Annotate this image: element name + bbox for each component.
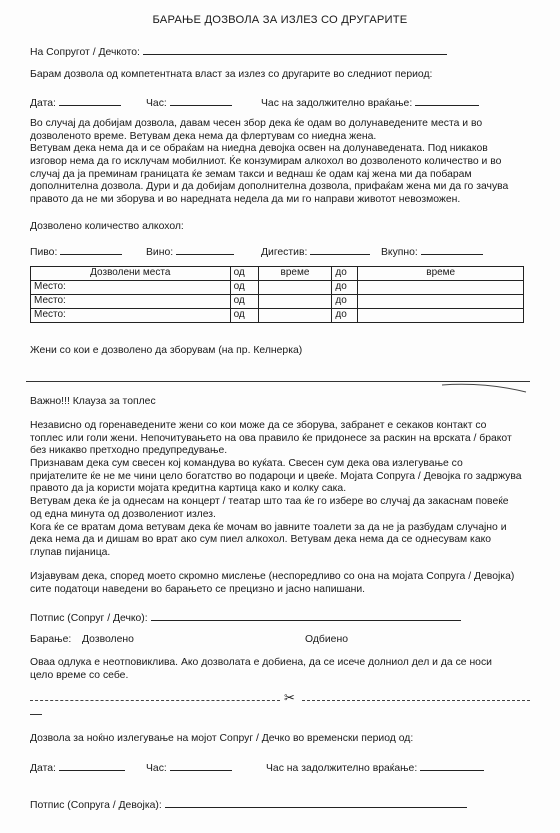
request-label: Барање: [30,634,72,645]
date-label: Дата: [30,98,56,109]
women-label: Жени со кои е дозволено да зборувам (на пр. Келнерка) [30,345,303,356]
time-from-cell[interactable] [258,295,332,309]
time-from-cell[interactable] [258,309,332,323]
declaration-paragraph [30,571,530,596]
clause-line: топлес или голи жени. Непочитувањето на ова правило ќе придонесе за раскин на врската / бракот [30,432,512,444]
total-label: Вкупно: [381,247,418,258]
clause-line: од една минута од дозволениот излез. [30,508,216,520]
conditions-line: дополнителна дозвола. Дури и да добијам дополнителна дозвола, прифаќам жена ми да го зачува [30,181,509,193]
places-table [30,266,524,323]
date2-input-line[interactable] [59,760,125,771]
signature2-label: Потпис (Сопруга / Девојка): [30,800,162,811]
irrevocable-line: Оваа одлука е неотповиклива. Ако дозволата е добиена, да се исече долниол дел и да се носи [30,657,492,668]
clause-line: Независно од горенаведените жени со кои може да се зборува, забранет е секаков контакт со [30,420,487,431]
header-time-from: време [258,267,332,281]
conditions-line: изговор нема да го исклучам мобилниот. Ќе конзумирам алкохол во дозволеното количество и во [30,156,502,168]
signature2-field [30,797,467,813]
conditions-line: дозволеното време. Ветувам дека нема да флертувам со ниедна жена. [30,130,377,142]
wine-field [146,244,234,260]
total-field [381,244,483,260]
table-header-row [31,267,524,281]
pen-stroke-mark [440,382,530,394]
date-field [30,95,121,111]
permit-heading: Дозвола за ноќно излегување на мојот Сопруг / Дечко во временски период од: [30,733,414,744]
cut-line-tail [30,714,42,715]
digestif-label: Дигестив: [261,247,308,258]
clause-paragraph [30,420,530,560]
irrevocable-line: цело време со себе. [30,669,129,681]
return2-label: Час на задолжително враќање: [266,763,418,774]
clause-line: глупав пијаница. [30,546,111,558]
hour2-label: Час: [146,763,167,774]
scissors-icon: ✂ [284,690,295,705]
clause-line: без никакво претходно предупредување. [30,445,228,457]
table-row [31,309,524,323]
place-cell[interactable]: Место: [31,309,231,323]
place-cell[interactable]: Место: [31,281,231,295]
time-from-cell[interactable] [258,281,332,295]
return-label: Час на задолжително враќање: [261,98,413,109]
spouse-label: На Сопругот / Дечкото: [30,47,140,58]
declaration-line: Изјавувам дека, според моето скромно мислење (неспоредливо со она на мојата Сопруга / Девојка) [30,571,515,582]
alcohol-heading: Дозволено количество алкохол: [30,221,184,232]
declaration-line: сите податоци наведени во барањето се прецизно и јасно напишани. [30,583,366,595]
from-cell: од [230,309,258,323]
form-title: БАРАЊЕ ДОЗВОЛА ЗА ИЗЛЕЗ СО ДРУГАРИТЕ [152,14,408,26]
digestif-field [261,244,370,260]
table-row [31,281,524,295]
conditions-paragraph [30,118,530,207]
return-field [261,95,479,111]
signature1-input-line[interactable] [151,610,461,621]
spouse-field [30,44,447,60]
clause-line: Признавам дека сум свесен кој командува во куќата. Свесен сум дека ова излегување со [30,458,463,470]
hour-input-line[interactable] [170,95,232,106]
approved-option[interactable]: Дозволено [82,634,134,645]
request-intro: Барам дозвола од компетентната власт за излез со другарите во следниот период: [30,69,433,80]
to-cell: до [332,309,358,323]
from-cell: од [230,295,258,309]
important-heading: Важно!!! Клауза за топлес [30,396,156,407]
time-to-cell[interactable] [358,281,524,295]
return2-field [266,760,484,776]
return-input-line[interactable] [415,95,479,106]
irrevocable-paragraph [30,657,530,682]
return2-input-line[interactable] [420,760,484,771]
table-row [31,295,524,309]
clause-line: пријателите ќе не ме чини цело богатство во подароци и цвеќе. Мојата Сопруга / Девојка го задржува [30,470,522,482]
wine-label: Вино: [146,247,174,258]
clause-line: Кога ќе се вратам дома ветувам дека ќе мочам во јавните тоалети за да не ја разбудам случајно и [30,521,507,533]
to-cell: до [332,295,358,309]
from-cell: од [230,281,258,295]
signature1-label: Потпис (Сопруг / Дечко): [30,613,148,624]
signature1-field [30,610,461,626]
beer-input-line[interactable] [60,244,122,255]
hour2-field [146,760,232,776]
date-input-line[interactable] [59,95,121,106]
header-from: од [230,267,258,281]
conditions-line: Во случај да добијам дозвола, давам чесен збор дека ќе одам во долунаведените места и во [30,118,483,129]
wine-input-line[interactable] [176,244,234,255]
time-to-cell[interactable] [358,295,524,309]
clause-line: Ветувам дека ќе ја однесам на концерт / театар што таа ќе го избере во случај да закаснам повеќе [30,496,509,508]
total-input-line[interactable] [421,244,483,255]
cut-line-left [30,700,280,701]
to-cell: до [332,281,358,295]
place-cell[interactable]: Место: [31,295,231,309]
hour2-input-line[interactable] [170,760,232,771]
header-time-to: време [358,267,524,281]
clause-line: дека нема да и дишам во врат ако сум пиел алкохол. Ветувам дека нема да се однесувам како [30,534,492,546]
time-to-cell[interactable] [358,309,524,323]
conditions-line: правото да не ми зборува и во наредната недела да ми го направи животот невозможен. [30,194,461,206]
beer-label: Пиво: [30,247,58,258]
clause-line: правото да ја користи мојата кредитна картица како и колку сака. [30,483,347,495]
hour-label: Час: [146,98,167,109]
date2-label: Дата: [30,763,56,774]
header-to: до [332,267,358,281]
digestif-input-line[interactable] [310,244,370,255]
spouse-input-line[interactable] [143,44,447,55]
rejected-option[interactable]: Одбиено [305,634,348,645]
beer-field [30,244,122,260]
header-places: Дозволени места [31,267,231,281]
hour-field [146,95,232,111]
signature2-input-line[interactable] [165,797,467,808]
conditions-line: Ветувам дека нема да и се обраќам на ниедна девојка освен на долунаведената. Под никаков [30,143,488,155]
date2-field [30,760,125,776]
cut-line-right [302,700,530,701]
conditions-line: случај да ја преминам границата ќе земам такси и веднаш ќе одам кај жена ми да побарам [30,168,472,180]
